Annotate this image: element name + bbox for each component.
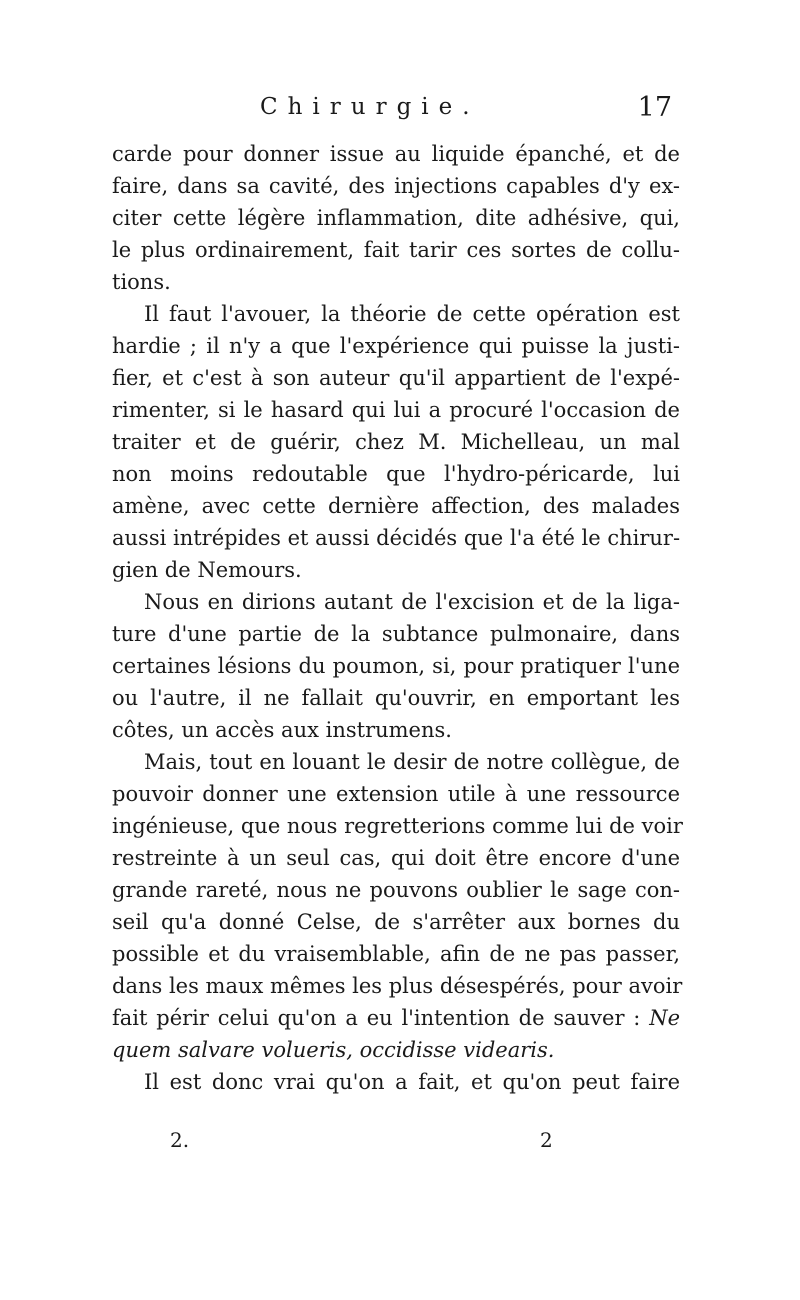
text-line: carde pour donner issue au liquide épanché, et de [112,142,680,166]
text-line: aussi intrépides et aussi décidés que l'a été le chirur- [112,526,681,550]
italic-text: Ne [649,1006,680,1030]
text-line: dans les maux mêmes les plus désespérés, pour avoir [112,974,683,998]
text-line: ture d'une partie de la subtance pulmonaire, dans [112,622,680,646]
text-line: non moins redoutable que l'hydro-péricarde, lui [112,462,680,486]
page-footer [112,1128,680,1158]
text-line [112,1034,680,1066]
text-line: Nous en dirions autant de l'excision et de la liga- [144,590,680,614]
text-line: le plus ordinairement, fait tarir ces sortes de collu- [112,238,680,262]
text-line: tions. [112,270,171,294]
text-line: côtes, un accès aux instrumens. [112,718,452,742]
text-line: hardie ; il n'y a que l'expérience qui puisse la justi- [112,334,680,358]
text-line: ingénieuse, que nous regretterions comme lui de voir [112,814,683,838]
italic-text: quem salvare volueris, occidisse videaris. [112,1038,555,1062]
text-line: rimenter, si le hasard qui lui a procuré l'occasion de [112,398,680,422]
page-number: 17 [637,92,672,123]
catchword: 2 [540,1128,553,1152]
text-line: restreinte à un seul cas, qui doit être encore d'une [112,846,680,870]
text-line: ou l'autre, il ne fallait qu'ouvrir, en emportant les [112,686,680,710]
page-header [110,90,680,130]
text-line: certaines lésions du poumon, si, pour pratiquer l'une [112,654,680,678]
text-line: grande rareté, nous ne pouvons oublier le sage con- [112,878,680,902]
text-line: fier, et c'est à son auteur qu'il appartient de l'expé- [112,366,680,390]
text-line: citer cette légère inflammation, dite adhésive, qui, [112,206,680,230]
text-line: possible et du vraisemblable, afin de ne pas passer, [112,942,680,966]
text-line: pouvoir donner une extension utile à une ressource [112,782,680,806]
running-title: Chirurgie. [260,94,480,120]
signature-mark: 2. [170,1128,190,1152]
text-line: Mais, tout en louant le desir de notre collègue, de [144,750,680,774]
text-line: faire, dans sa cavité, des injections capables d'y ex- [112,174,680,198]
text-line: amène, avec cette dernière affection, des malades [112,494,680,518]
text-line: traiter et de guérir, chez M. Michelleau, un mal [112,430,680,454]
text-line: seil qu'a donné Celse, de s'arrêter aux bornes du [112,910,680,934]
text-line: fait périr celui qu'on a eu l'intention de sauver : Ne [112,1006,680,1030]
text-line: Il faut l'avouer, la théorie de cette opération est [144,302,680,326]
body-text [112,138,683,1098]
text-line: gien de Nemours. [112,558,302,582]
text-line: Il est donc vrai qu'on a fait, et qu'on peut faire [144,1070,680,1094]
